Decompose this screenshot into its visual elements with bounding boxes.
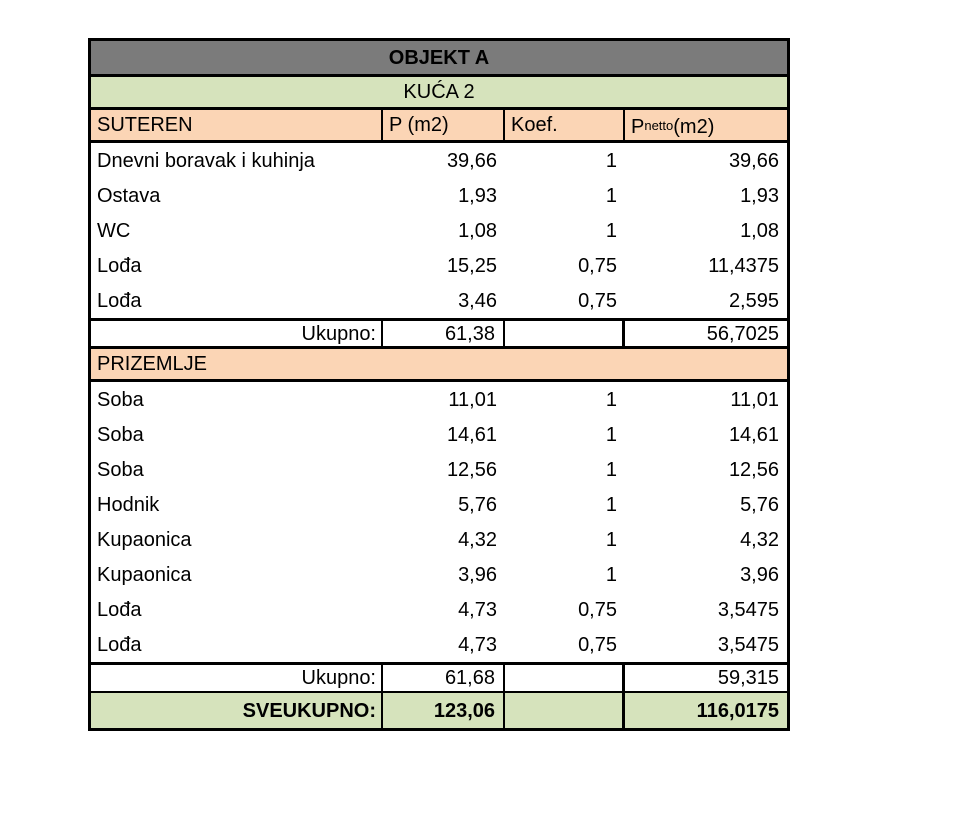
- p-value: 5,76: [458, 493, 497, 516]
- subtotal-koef-empty: [505, 665, 625, 691]
- p-value: 4,73: [458, 633, 497, 656]
- p-value: 3,46: [458, 289, 497, 312]
- p-value: 11,01: [448, 388, 497, 411]
- koef-value: 0,75: [578, 598, 617, 621]
- column-header-p: P (m2): [383, 110, 505, 140]
- object-title: [91, 41, 787, 77]
- room-label: Ostava: [97, 184, 161, 207]
- koef-value: 0,75: [578, 289, 617, 312]
- koef-value: 1: [605, 493, 617, 516]
- table-row: [91, 452, 787, 487]
- room-label: Lođa: [97, 289, 142, 312]
- koef-value: 1: [605, 219, 617, 242]
- pnetto-value: 12,56: [728, 458, 779, 481]
- table-row: [91, 627, 787, 662]
- room-label: WC: [97, 219, 131, 242]
- prizemlje-rows-block: [91, 382, 787, 665]
- table-row: [91, 487, 787, 522]
- room-label: Lođa: [97, 598, 142, 621]
- subtotal-row-suteren: [91, 321, 787, 349]
- p-value: 4,73: [458, 598, 497, 621]
- section-title-prizemlje: PRIZEMLJE: [97, 353, 208, 375]
- koef-value: 1: [605, 528, 617, 551]
- koef-value: 1: [605, 563, 617, 586]
- room-label: Soba: [97, 458, 144, 481]
- table-row: [91, 417, 787, 452]
- p-value: 15,25: [446, 254, 497, 277]
- pnetto-subscript: netto: [644, 117, 674, 133]
- pnetto-value: 1,93: [740, 184, 779, 207]
- table-row: [91, 522, 787, 557]
- grand-total-koef-empty: [505, 693, 625, 728]
- room-label: Soba: [97, 423, 144, 446]
- pnetto-value: 5,76: [740, 493, 779, 516]
- subtotal-p-value: 61,68: [383, 665, 505, 691]
- subtotal-label: Ukupno:: [91, 321, 383, 346]
- p-value: 3,96: [458, 563, 497, 586]
- table-row: [91, 248, 787, 283]
- pnetto-value: 3,5475: [717, 633, 779, 656]
- column-header-pnetto: P netto (m2): [631, 116, 715, 138]
- room-label: Lođa: [97, 254, 142, 277]
- koef-value: 1: [605, 184, 617, 207]
- table-row: [91, 178, 787, 213]
- subtotal-row-prizemlje: [91, 665, 787, 693]
- table-row: [91, 382, 787, 417]
- room-label: Kupaonica: [97, 563, 192, 586]
- object-title-text: OBJEKT A: [388, 46, 490, 69]
- koef-value: 0,75: [578, 633, 617, 656]
- grand-total-pnetto-value: 116,0175: [696, 699, 779, 722]
- pnetto-value: 39,66: [728, 149, 779, 172]
- column-header-koef: Koef.: [505, 110, 625, 140]
- pnetto-value: 3,5475: [717, 598, 779, 621]
- table-row: [91, 283, 787, 318]
- pnetto-value: 14,61: [728, 423, 779, 446]
- grand-total-p-value: 123,06: [383, 693, 505, 728]
- pnetto-value: 11,01: [730, 388, 779, 411]
- table-row: [91, 592, 787, 627]
- room-label: Dnevni boravak i kuhinja: [97, 149, 315, 172]
- p-value: 4,32: [458, 528, 497, 551]
- pnetto-value: 1,08: [740, 219, 779, 242]
- house-title-text: KUĆA 2: [403, 81, 475, 103]
- pnetto-value: 2,595: [728, 289, 779, 312]
- grand-total-label: SVEUKUPNO:: [91, 693, 383, 728]
- koef-value: 1: [605, 423, 617, 446]
- section-header-row-suteren: [91, 110, 787, 143]
- section-header-row-prizemlje: [91, 349, 787, 382]
- pnetto-value: 3,96: [740, 563, 779, 586]
- area-calculation-table: [88, 38, 790, 731]
- koef-value: 0,75: [578, 254, 617, 277]
- subtotal-pnetto-value: 59,315: [717, 667, 779, 689]
- subtotal-p-value: 61,38: [383, 321, 505, 346]
- table-row: [91, 557, 787, 592]
- house-title: [91, 77, 787, 110]
- p-value: 12,56: [446, 458, 497, 481]
- koef-value: 1: [605, 388, 617, 411]
- table-row: [91, 143, 787, 178]
- pnetto-value: 11,4375: [708, 254, 779, 277]
- table-row: [91, 213, 787, 248]
- koef-value: 1: [605, 149, 617, 172]
- section-title-suteren: SUTEREN: [91, 110, 383, 140]
- room-label: Soba: [97, 388, 144, 411]
- p-value: 14,61: [446, 423, 497, 446]
- subtotal-pnetto-value: 56,7025: [706, 322, 779, 345]
- room-label: Lođa: [97, 633, 142, 656]
- koef-value: 1: [605, 458, 617, 481]
- room-label: Kupaonica: [97, 528, 192, 551]
- p-value: 1,08: [458, 219, 497, 242]
- grand-total-row: [91, 693, 787, 728]
- suteren-rows-block: [91, 143, 787, 321]
- room-label: Hodnik: [97, 493, 160, 516]
- subtotal-label: Ukupno:: [91, 665, 383, 691]
- p-value: 1,93: [458, 184, 497, 207]
- pnetto-value: 4,32: [740, 528, 779, 551]
- subtotal-koef-empty: [505, 321, 625, 346]
- p-value: 39,66: [446, 149, 497, 172]
